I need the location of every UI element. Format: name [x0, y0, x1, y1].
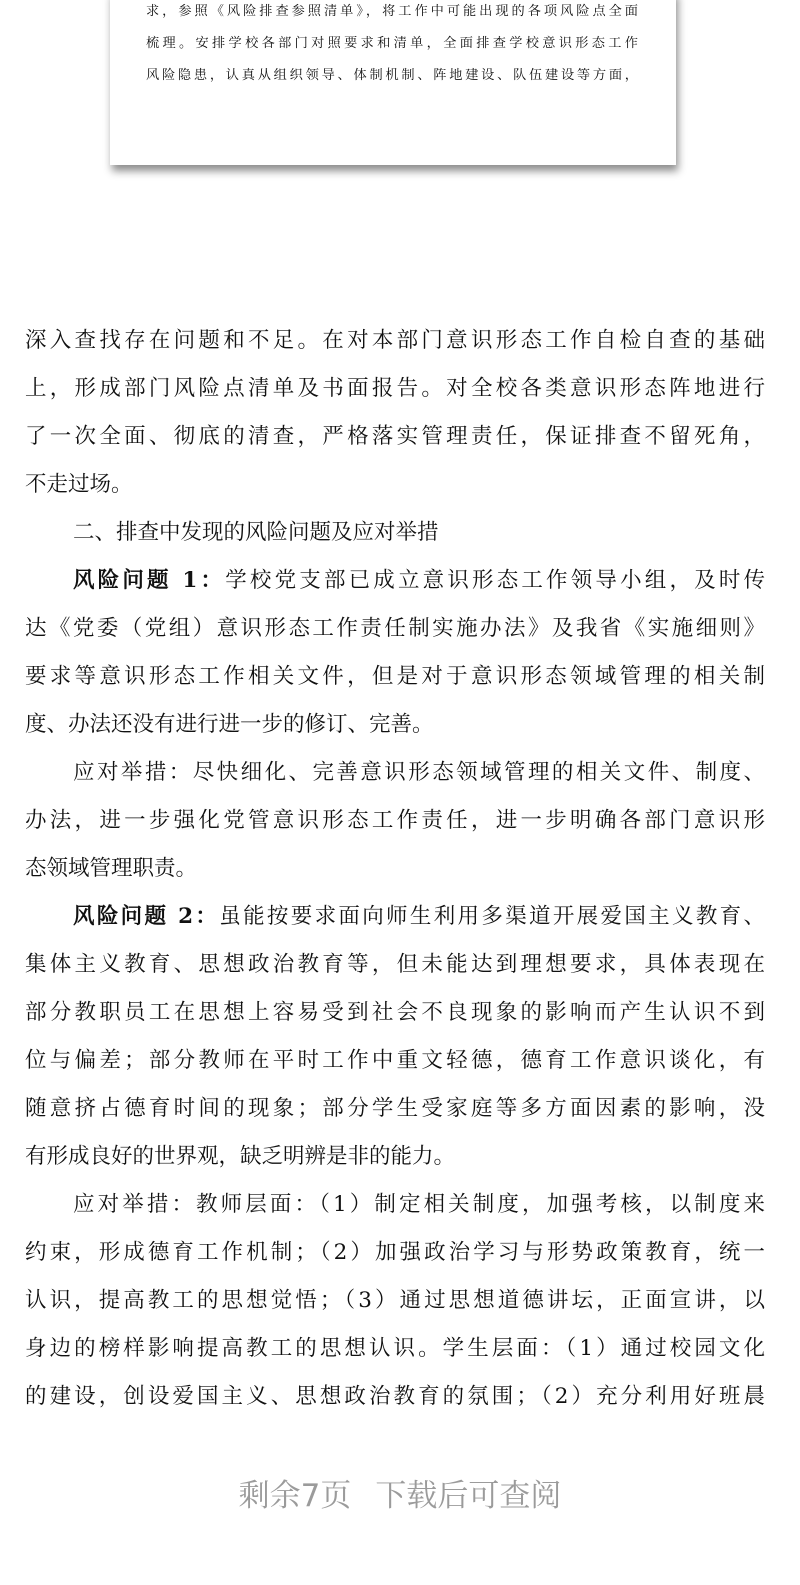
- text-line: 集体主义教育、思想政治教育等，但未能达到理想要求，具体表现在: [25, 952, 765, 977]
- card-line: 风险隐患，认真从组织领导、体制机制、阵地建设、队伍建设等方面，: [146, 68, 638, 83]
- text-line: 上，形成部门风险点清单及书面报告。对全校各类意识形态阵地进行: [25, 376, 765, 401]
- text-line: 应对举措：教师层面：（1）制定相关制度，加强考核，以制度来: [73, 1192, 765, 1217]
- text-line: 有形成良好的世界观，缺乏明辨是非的能力。: [25, 1144, 456, 1169]
- text-line: 约束，形成德育工作机制；（2）加强政治学习与形势政策教育，统一: [25, 1240, 765, 1265]
- risk-label: 风险问题 2：: [73, 904, 220, 929]
- risk-text: 虽能按要求面向师生利用多渠道开展爱国主义教育、: [219, 904, 765, 929]
- download-to-view-link[interactable]: 下载后可查阅: [375, 1478, 562, 1514]
- text-line: [25, 562, 765, 610]
- risk-label: 风险问题 1：: [73, 568, 226, 593]
- text-line: 部分教职员工在思想上容易受到社会不良现象的影响而产生认识不到: [25, 1000, 765, 1025]
- download-prompt[interactable]: [0, 1470, 800, 1515]
- text-line: 了一次全面、彻底的清查，严格落实管理责任，保证排查不留死角，: [25, 424, 765, 449]
- text-line: 位与偏差；部分教师在平时工作中重文轻德，德育工作意识谈化，有: [25, 1048, 765, 1073]
- text-line: 随意挤占德育时间的现象；部分学生受家庭等多方面因素的影响，没: [25, 1096, 765, 1121]
- risk-text: 学校党支部已成立意识形态工作领导小组，及时传: [225, 568, 765, 593]
- text-line: 身边的榜样影响提高教工的思想认识。学生层面：（1）通过校园文化: [25, 1336, 765, 1361]
- text-line: 应对举措：尽快细化、完善意识形态领域管理的相关文件、制度、: [73, 760, 765, 785]
- section-heading: 二、排查中发现的风险问题及应对举措: [73, 520, 439, 545]
- text-line: 达《党委（党组）意识形态工作责任制实施办法》及我省《实施细则》: [25, 616, 765, 641]
- text-line: 态领域管理职责。: [25, 856, 198, 881]
- text-line: 认识，提高教工的思想觉悟；（3）通过思想道德讲坛，正面宣讲，以: [25, 1288, 765, 1313]
- preview-page-card: [110, 0, 676, 165]
- document-body: [25, 322, 765, 1426]
- text-line: 办法，进一步强化党管意识形态工作责任，进一步明确各部门意识形: [25, 808, 765, 833]
- text-line: 度、办法还没有进行进一步的修订、完善。: [25, 712, 434, 737]
- text-line: 不走过场。: [25, 472, 133, 497]
- text-line: [25, 898, 765, 946]
- card-line: 求，参照《风险排查参照清单》，将工作中可能出现的各项风险点全面: [146, 4, 638, 19]
- text-line: 要求等意识形态工作相关文件，但是对于意识形态领域管理的相关制: [25, 664, 765, 689]
- card-line: 梳理。安排学校各部门对照要求和清单，全面排查学校意识形态工作: [146, 36, 638, 51]
- text-line: 深入查找存在问题和不足。在对本部门意识形态工作自检自查的基础: [25, 328, 765, 353]
- remaining-pages: 剩余7页: [238, 1478, 352, 1514]
- text-line: 的建设，创设爱国主义、思想政治教育的氛围；（2）充分利用好班晨: [25, 1384, 765, 1409]
